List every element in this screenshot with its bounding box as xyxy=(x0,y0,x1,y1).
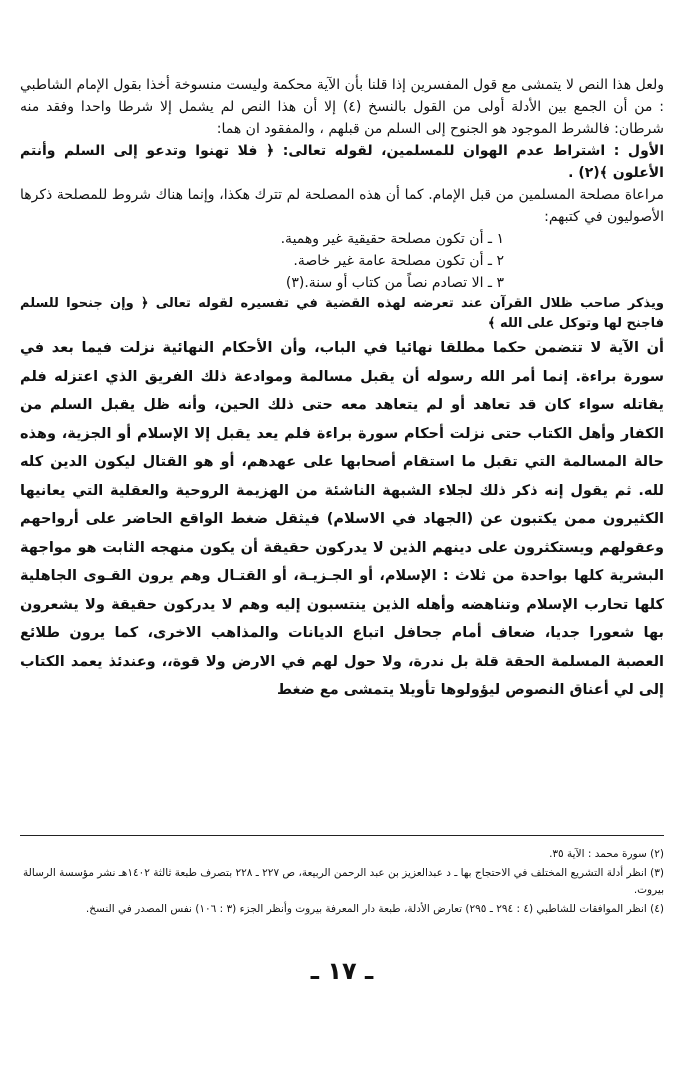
condition-item: ٣ ـ الا تصادم نصاً من كتاب أو سنة.(٣) xyxy=(285,275,504,291)
paragraph-zilal-intro: ويذكر صاحب ظلال القرآن عند تعرضه لهذه القضية في تفسيره لقوله تعالى ﴿ وإن جنحوا للسلم فاجنح لها وتوكل على الله ﴾ xyxy=(20,296,664,331)
footnote-2: (٢) سورة محمد : الآية ٣٥. xyxy=(549,848,664,860)
paragraph-public-interest: مراعاة مصلحة المسلمين من قبل الإمام. كما أن هذه المصلحة لم تترك هكذا، وإنما هناك شروط للمصلحة ذكرها الأصوليون في كتبهم: xyxy=(20,187,664,225)
conditions-list xyxy=(20,228,664,294)
condition-item: ٢ ـ أن تكون مصلحة عامة غير خاصة. xyxy=(293,253,504,269)
footnote-4: (٤) انظر الموافقات للشاطبي (٤ : ٢٩٤ ـ ٢٩٥) تعارض الأدلة، طبعة دار المعرفة بيروت وأنظر الجزء (٣ : ١٠٦) نفس المصدر في النسخ. xyxy=(85,903,664,915)
footnotes xyxy=(20,846,664,920)
paragraph-zilal-quote: أن الآية لا تتضمن حكما مطلقا نهائيا في الباب، وأن الأحكام النهائية نزلت فيما بعد في سورة براءة. إنما أمر الله رسوله أن يقبل مسالمة وموادعة ذلك الفريق الذي اعتزله فلم يقاتله سواء كان قد تعاهد أو لم يتعاهد معه حتى ذلك الحين، وأنه ظل يقبل السلم من الكفار وأهل الكتاب حتى نزلت أحكام سورة براءة فلم يعد يقبل إلا الإسلام أو الجزية، وهذه حالة المسالمة التي تقبل ما استقام أصحابها على عهدهم، أو هو القتال ليكون الدين كله لله. ثم يقول إنه ذكر ذلك لجلاء الشبهة الناشئة من الهزيمة الروحية والعقلية التي يعانيها الكثيرون ممن يكتبون عن (الجهاد في الاسلام) فيثقل ضغط الواقع الحاضر على أرواحهم وعقولهم ويستكثرون على دينهم الذين لا يدركون حقيقة أن يكون منهجه الثابت هو مواجهة البشرية كلها بواحدة من ثلاث : الإسلام، أو الجـزيـة، أو القتـال وهم يرون القـوى الجاهلية كلها تحارب الإسلام وتناهضه وأهله الذين ينتسبون إليه وهم لا يدركون حقيقة ولا يشعرون بها شعورا جديا، ضعاف أمام جحافل اتباع الديانات والمذاهب الاخرى، كما يرون طلائع العصبة المسلمة الحقة قلة بل ندرة، ولا حول لهم في الارض ولا قوة،، وعندئذ يعمد الكتاب إلى لي أعناق النصوص ليؤولوها تأويلا يتمشى مع ضغط xyxy=(20,340,664,698)
paragraph-first-condition: الأول : اشتراط عدم الهوان للمسلمين، لقوله تعالى: ﴿ فلا تهنوا وتدعو إلى السلم وأنتم الأعلون ﴾(٢) . xyxy=(20,143,664,181)
footnote-divider xyxy=(20,835,664,836)
page-number: ـ ١٧ ـ xyxy=(310,957,374,985)
footnote-3: (٣) انظر أدلة التشريع المختلف في الاحتجاج بها ـ د عبدالعزيز بن عبد الرحمن الربيعة، ص ٢٢٧ ـ ٢٢٨ بتصرف طبعة ثالثة ١٤٠٢هـ نشر مؤسسة الرسالة بيروت. xyxy=(23,867,664,896)
paragraph-intro: ولعل هذا النص لا يتمشى مع قول المفسرين إذا قلنا بأن الآية محكمة وليست منسوخة أخذا بقول الإمام الشاطبي : من أن الجمع بين الأدلة أولى من القول بالنسخ (٤) إلا أن هذا النص لم يشمل إلا شرطا واحدا وفقد منه شرطان: فالشرط الموجود هو الجنوح إلى السلم من قبلهم ، والمفقود ان هما: xyxy=(20,77,664,137)
condition-item: ١ ـ أن تكون مصلحة حقيقية غير وهمية. xyxy=(280,231,504,247)
main-text xyxy=(20,74,664,705)
